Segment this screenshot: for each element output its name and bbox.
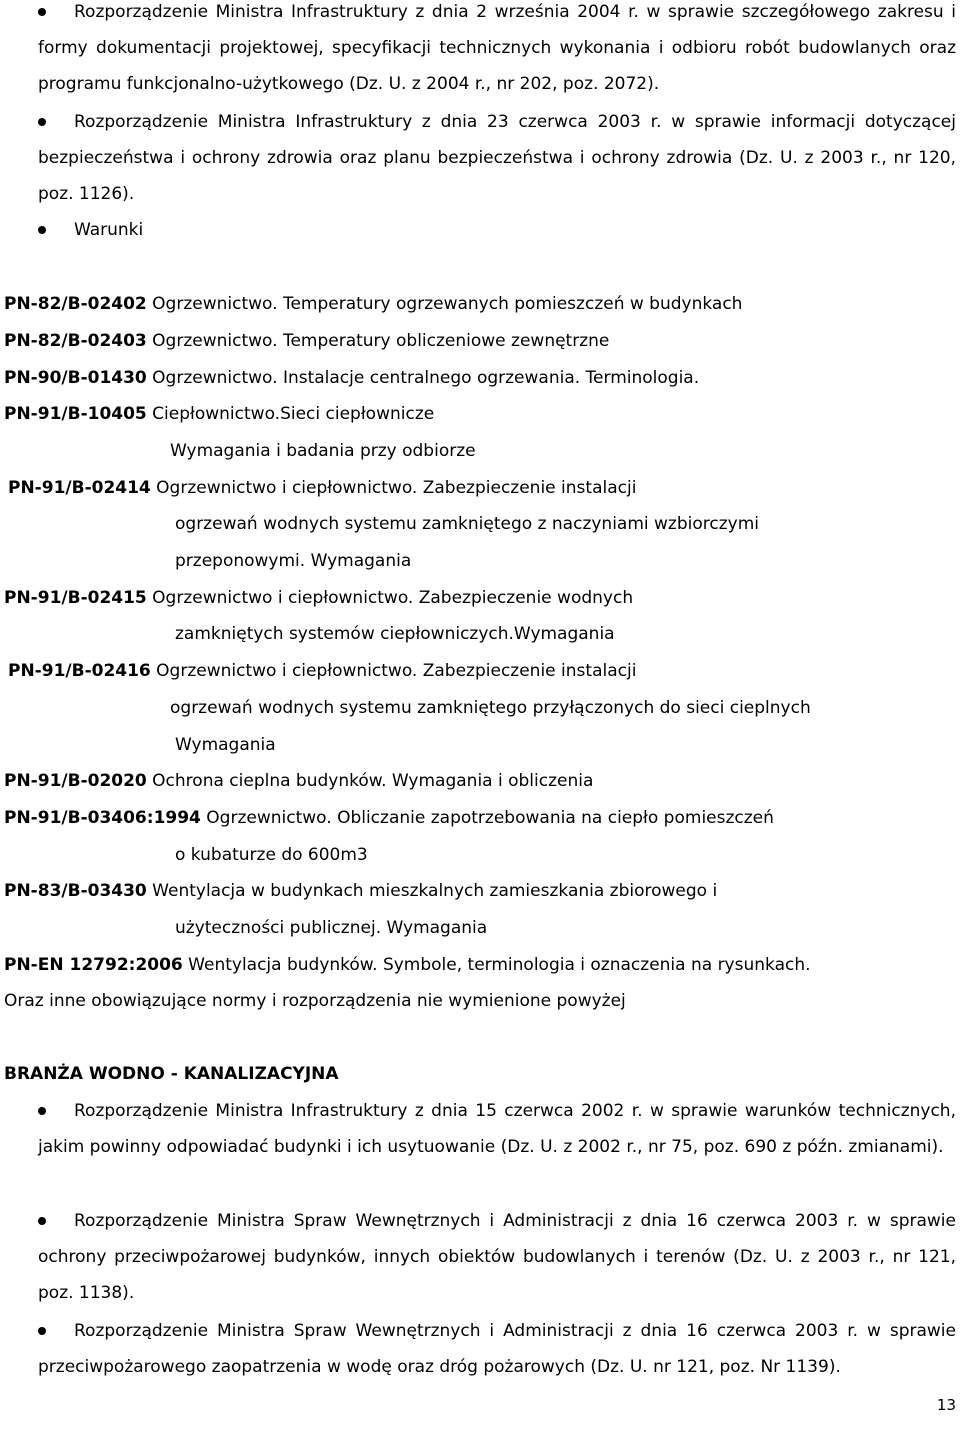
standard-code: PN-91/B-03406:1994 bbox=[4, 808, 201, 828]
regulation-text: Rozporządzenie Ministra Infrastruktury z dnia 23 czerwca 2003 r. w sprawie informacji dotyczącej bezpieczeństwa i ochrony zdrowia oraz planu bezpieczeństwa i ochrony zdrowia (Dz. U. z 2003 r., nr 120, poz. 1126). bbox=[38, 112, 956, 204]
standard-entry bbox=[4, 806, 774, 830]
standard-title-continued: ogrzewań wodnych systemu zamkniętego przyłączonych do sieci cieplnych bbox=[170, 698, 811, 718]
regulation-text: Rozporządzenie Ministra Spraw Wewnętrznych i Administracji z dnia 16 czerwca 2003 r. w sprawie przeciwpożarowego zaopatrzenia w wodę oraz dróg pożarowych (Dz. U. nr 121, poz. Nr 1139). bbox=[38, 1321, 956, 1377]
standard-title: Ogrzewnictwo i ciepłownictwo. Zabezpieczenie wodnych bbox=[152, 588, 634, 608]
standard-entry bbox=[4, 953, 811, 977]
standard-title: Ogrzewnictwo i ciepłownictwo. Zabezpieczenie instalacji bbox=[156, 478, 637, 498]
section-heading: BRANŻA WODNO - KANALIZACYJNA bbox=[4, 1064, 339, 1084]
regulation-text: Rozporządzenie Ministra Infrastruktury z dnia 2 września 2004 r. w sprawie szczegółowego zakresu i formy dokumentacji projektowej, specyfikacji technicznych wykonania i odbioru robót budowlanych oraz programu funkcjonalno-użytkowego (Dz. U. z 2004 r., nr 202, poz. 2072). bbox=[38, 2, 956, 94]
standard-code: PN-83/B-03430 bbox=[4, 881, 147, 901]
standard-title-continued: o kubaturze do 600m3 bbox=[175, 845, 368, 865]
standard-title: Ogrzewnictwo. Obliczanie zapotrzebowania na ciepło pomieszczeń bbox=[206, 808, 774, 828]
standard-title-continued: użyteczności publicznej. Wymagania bbox=[175, 918, 488, 938]
standard-entry bbox=[4, 769, 593, 793]
standard-entry bbox=[8, 659, 636, 683]
regulation-item bbox=[38, 212, 956, 248]
regulation-text: Warunki bbox=[74, 220, 144, 240]
standard-entry bbox=[4, 402, 434, 426]
regulation-item bbox=[38, 1313, 956, 1385]
standard-title: Wentylacja w budynkach mieszkalnych zamieszkania zbiorowego i bbox=[152, 881, 718, 901]
standard-entry bbox=[4, 586, 633, 610]
page-number: 13 bbox=[936, 1396, 956, 1414]
bullet-icon bbox=[38, 1327, 46, 1335]
standard-entry bbox=[4, 292, 742, 316]
standard-code: PN-91/B-02414 bbox=[8, 478, 151, 498]
standard-code: PN-91/B-10405 bbox=[4, 404, 147, 424]
standard-entry bbox=[4, 366, 699, 390]
standard-code: PN-82/B-02402 bbox=[4, 294, 147, 314]
bullet-icon bbox=[38, 8, 46, 16]
bullet-icon bbox=[38, 1107, 46, 1115]
standard-title: Ogrzewnictwo. Temperatury obliczeniowe zewnętrzne bbox=[152, 331, 610, 351]
standard-code: PN-91/B-02415 bbox=[4, 588, 147, 608]
standard-title-continued: Wymagania bbox=[175, 735, 276, 755]
regulation-item bbox=[38, 0, 956, 102]
other-norms-note: Oraz inne obowiązujące normy i rozporządzenia nie wymienione powyżej bbox=[4, 991, 626, 1011]
standard-title-continued: zamkniętych systemów ciepłowniczych.Wymagania bbox=[175, 624, 615, 644]
standard-title: Wentylacja budynków. Symbole, terminologia i oznaczenia na rysunkach. bbox=[188, 955, 811, 975]
standard-title: Ciepłownictwo.Sieci ciepłownicze bbox=[152, 404, 435, 424]
standard-title: Ochrona cieplna budynków. Wymagania i obliczenia bbox=[152, 771, 594, 791]
standard-entry bbox=[4, 879, 717, 903]
standard-code: PN-82/B-02403 bbox=[4, 331, 147, 351]
bullet-icon bbox=[38, 118, 46, 126]
standard-code: PN-90/B-01430 bbox=[4, 368, 147, 388]
regulation-text: Rozporządzenie Ministra Spraw Wewnętrznych i Administracji z dnia 16 czerwca 2003 r. w sprawie ochrony przeciwpożarowej budynków, innych obiektów budowlanych i terenów (Dz. U. z 2003 r., nr 121, poz. 1138). bbox=[38, 1211, 956, 1303]
standard-title-continued: ogrzewań wodnych systemu zamkniętego z naczyniami wzbiorczymi bbox=[175, 514, 760, 534]
bullet-icon bbox=[38, 226, 46, 234]
standard-title-continued: przeponowymi. Wymagania bbox=[175, 551, 412, 571]
regulation-item bbox=[38, 1093, 956, 1165]
standard-entry bbox=[4, 329, 609, 353]
standard-title: Ogrzewnictwo. Temperatury ogrzewanych pomieszczeń w budynkach bbox=[152, 294, 743, 314]
standard-code: PN-91/B-02020 bbox=[4, 771, 147, 791]
standard-code: PN-91/B-02416 bbox=[8, 661, 151, 681]
standard-title: Ogrzewnictwo i ciepłownictwo. Zabezpieczenie instalacji bbox=[156, 661, 637, 681]
standard-title: Ogrzewnictwo. Instalacje centralnego ogrzewania. Terminologia. bbox=[152, 368, 700, 388]
standard-title-continued: Wymagania i badania przy odbiorze bbox=[170, 441, 476, 461]
regulation-text: Rozporządzenie Ministra Infrastruktury z dnia 15 czerwca 2002 r. w sprawie warunków technicznych, jakim powinny odpowiadać budynki i ich usytuowanie (Dz. U. z 2002 r., nr 75, poz. 690 z późn. zmianami). bbox=[38, 1101, 956, 1157]
regulation-item bbox=[38, 104, 956, 212]
regulation-item bbox=[38, 1203, 956, 1311]
standard-entry bbox=[8, 476, 636, 500]
bullet-icon bbox=[38, 1217, 46, 1225]
standard-code: PN-EN 12792:2006 bbox=[4, 955, 183, 975]
